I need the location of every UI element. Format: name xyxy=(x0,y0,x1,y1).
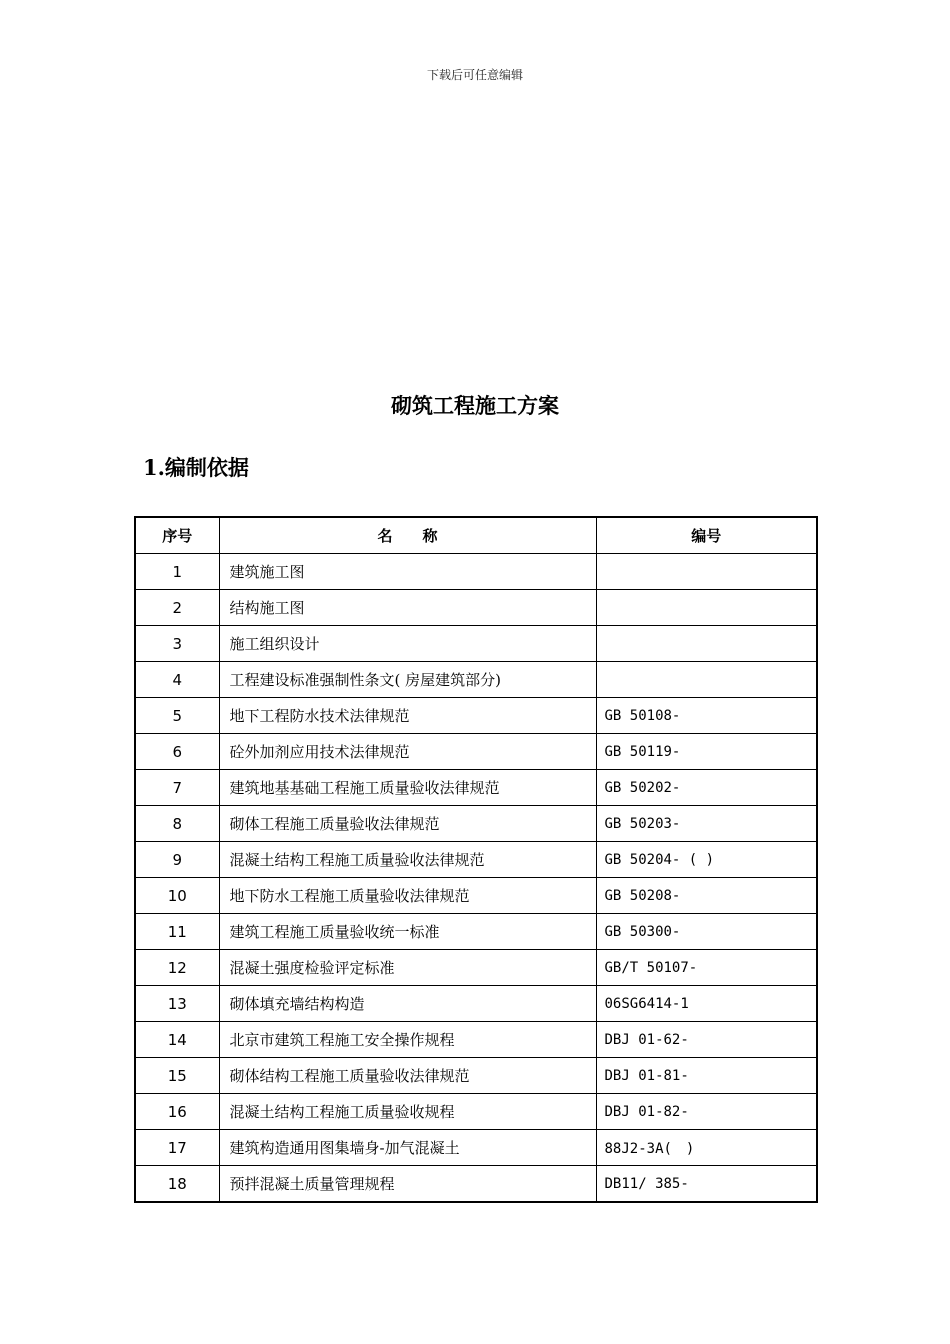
row-name: 混凝土强度检验评定标准 xyxy=(219,950,596,986)
row-code: GB 50202- xyxy=(596,770,817,806)
table-row xyxy=(135,698,817,734)
row-number: 7 xyxy=(135,770,219,806)
table-row xyxy=(135,1094,817,1130)
row-code: GB 50204- ( ) xyxy=(596,842,817,878)
row-code: DB11/ 385- xyxy=(596,1166,817,1203)
row-number: 8 xyxy=(135,806,219,842)
row-number: 15 xyxy=(135,1058,219,1094)
row-code: GB 50119- xyxy=(596,734,817,770)
row-code xyxy=(596,554,817,590)
row-number: 12 xyxy=(135,950,219,986)
row-name: 工程建设标准强制性条文( 房屋建筑部分) xyxy=(219,662,596,698)
row-name: 北京市建筑工程施工安全操作规程 xyxy=(219,1022,596,1058)
row-code: GB 50108- xyxy=(596,698,817,734)
row-code: DBJ 01-81- xyxy=(596,1058,817,1094)
table-row xyxy=(135,806,817,842)
table-row xyxy=(135,1058,817,1094)
row-code: GB 50208- xyxy=(596,878,817,914)
table-row xyxy=(135,914,817,950)
table-row xyxy=(135,950,817,986)
row-name: 建筑地基基础工程施工质量验收法律规范 xyxy=(219,770,596,806)
row-name: 建筑构造通用图集墙身-加气混凝土 xyxy=(219,1130,596,1166)
table-row xyxy=(135,1022,817,1058)
row-number: 1 xyxy=(135,554,219,590)
table-row xyxy=(135,1166,817,1203)
table-row xyxy=(135,1130,817,1166)
row-code: GB 50203- xyxy=(596,806,817,842)
table-row xyxy=(135,734,817,770)
row-number: 10 xyxy=(135,878,219,914)
header-name: 名 称 xyxy=(219,517,596,554)
row-name: 砌体工程施工质量验收法律规范 xyxy=(219,806,596,842)
row-number: 14 xyxy=(135,1022,219,1058)
row-name: 建筑工程施工质量验收统一标准 xyxy=(219,914,596,950)
row-code xyxy=(596,662,817,698)
row-code: 88J2-3A( ) xyxy=(596,1130,817,1166)
row-name: 砌体结构工程施工质量验收法律规范 xyxy=(219,1058,596,1094)
table-header-row xyxy=(135,517,817,554)
row-code xyxy=(596,626,817,662)
row-name: 建筑施工图 xyxy=(219,554,596,590)
row-number: 6 xyxy=(135,734,219,770)
row-number: 13 xyxy=(135,986,219,1022)
row-name: 混凝土结构工程施工质量验收规程 xyxy=(219,1094,596,1130)
table-row xyxy=(135,626,817,662)
row-number: 11 xyxy=(135,914,219,950)
row-name: 预拌混凝土质量管理规程 xyxy=(219,1166,596,1203)
section-heading: 1.编制依据 xyxy=(143,455,249,480)
row-name: 施工组织设计 xyxy=(219,626,596,662)
row-name: 混凝土结构工程施工质量验收法律规范 xyxy=(219,842,596,878)
row-number: 16 xyxy=(135,1094,219,1130)
row-number: 3 xyxy=(135,626,219,662)
table-row xyxy=(135,662,817,698)
row-name: 地下防水工程施工质量验收法律规范 xyxy=(219,878,596,914)
row-number: 5 xyxy=(135,698,219,734)
row-code: GB 50300- xyxy=(596,914,817,950)
table-row xyxy=(135,878,817,914)
row-name: 地下工程防水技术法律规范 xyxy=(219,698,596,734)
row-number: 17 xyxy=(135,1130,219,1166)
reference-standards-table xyxy=(134,516,818,1203)
row-number: 4 xyxy=(135,662,219,698)
table-row xyxy=(135,842,817,878)
header-note: 下载后可任意编辑 xyxy=(426,68,523,82)
header-code: 编号 xyxy=(596,517,817,554)
header-serial-number: 序号 xyxy=(135,517,219,554)
table-row xyxy=(135,554,817,590)
row-name: 砌体填充墙结构构造 xyxy=(219,986,596,1022)
row-code: DBJ 01-62- xyxy=(596,1022,817,1058)
row-code xyxy=(596,590,817,626)
table-row xyxy=(135,770,817,806)
document-title: 砌筑工程施工方案 xyxy=(391,393,559,418)
row-code: 06SG6414-1 xyxy=(596,986,817,1022)
row-code: GB/T 50107- xyxy=(596,950,817,986)
row-name: 砼外加剂应用技术法律规范 xyxy=(219,734,596,770)
row-number: 2 xyxy=(135,590,219,626)
row-name: 结构施工图 xyxy=(219,590,596,626)
row-number: 18 xyxy=(135,1166,219,1203)
table-row xyxy=(135,590,817,626)
row-number: 9 xyxy=(135,842,219,878)
table-row xyxy=(135,986,817,1022)
row-code: DBJ 01-82- xyxy=(596,1094,817,1130)
